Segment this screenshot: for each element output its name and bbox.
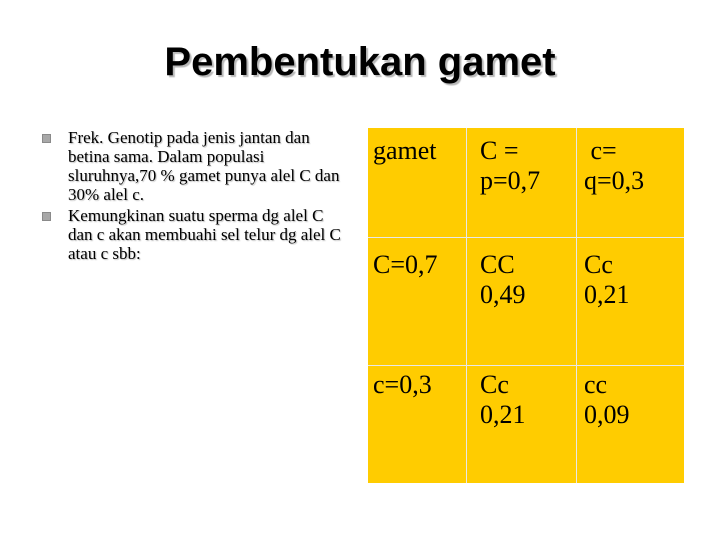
table-cell-row-c-big-1: C=0,7 bbox=[373, 250, 438, 279]
table-divider bbox=[368, 237, 684, 238]
table-cell-row-c-small-1: c=0,3 bbox=[373, 370, 432, 399]
table-divider bbox=[576, 128, 577, 483]
punnett-table bbox=[368, 128, 684, 483]
table-cell-row-c-big-2: CC 0,49 bbox=[480, 250, 526, 309]
table-cell-row-c-big-3: Cc 0,21 bbox=[584, 250, 630, 309]
table-cell-row-c-small-3: cc 0,09 bbox=[584, 370, 630, 429]
bullet-text: Frek. Genotip pada jenis jantan dan betina sama. Dalam populasi sluruhnya,70 % gamet punya alel C dan 30% alel c. bbox=[68, 128, 340, 204]
bullet-list bbox=[40, 128, 350, 265]
bullet-item bbox=[40, 128, 350, 204]
table-divider bbox=[466, 128, 467, 483]
table-cell-header-1: gamet bbox=[373, 136, 437, 165]
table-cell-row-c-small-2: Cc 0,21 bbox=[480, 370, 526, 429]
bullet-item bbox=[40, 206, 350, 263]
slide-title: Pembentukan gamet bbox=[164, 40, 556, 84]
square-bullet-icon bbox=[42, 212, 51, 221]
table-cell-header-2: C = p=0,7 bbox=[480, 136, 541, 195]
bullet-text: Kemungkinan suatu sperma dg alel C dan c akan membuahi sel telur dg alel C atau c sbb: bbox=[68, 206, 341, 263]
square-bullet-icon bbox=[42, 134, 51, 143]
table-divider bbox=[368, 365, 684, 366]
table-cell-header-3: c= q=0,3 bbox=[584, 136, 645, 195]
